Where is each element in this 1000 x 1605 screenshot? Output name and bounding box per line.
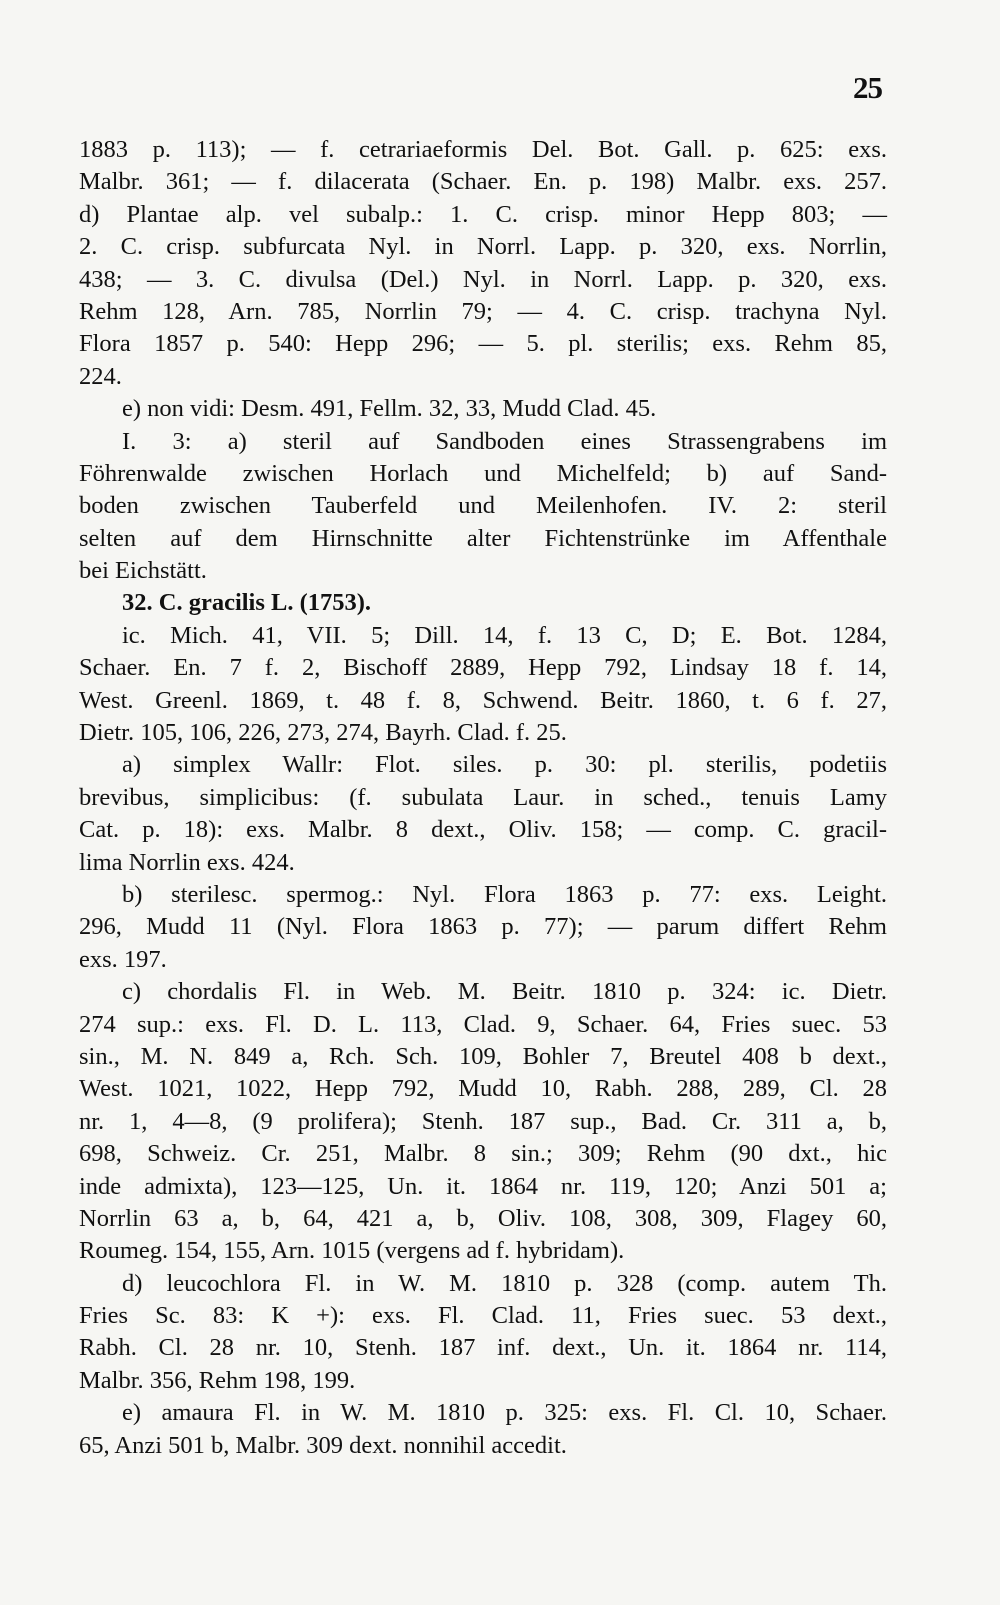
text-line: e) amaura Fl. in W. M. 1810 p. 325: exs. Fl. Cl. 10, Schaer. [122, 1399, 887, 1427]
text-line: Norrlin 63 a, b, 64, 421 a, b, Oliv. 108, 308, 309, Flagey 60, [79, 1204, 887, 1232]
text-line: lima Norrlin exs. 424. [79, 848, 295, 876]
text-line: c) chordalis Fl. in Web. M. Beitr. 1810 p. 324: ic. Dietr. [122, 978, 887, 1006]
text-line: d) leucochlora Fl. in W. M. 1810 p. 328 (comp. autem Th. [122, 1269, 887, 1297]
text-line: inde admixta), 123—125, Un. it. 1864 nr. 119, 120; Anzi 501 a; [79, 1172, 887, 1200]
text-line: nr. 1, 4—8, (9 prolifera); Stenh. 187 sup., Bad. Cr. 311 a, b, [79, 1107, 887, 1135]
text-line: 224. [79, 362, 122, 390]
text-line: 2. C. crisp. subfurcata Nyl. in Norrl. Lapp. p. 320, exs. Norrlin, [79, 233, 887, 261]
text-body [79, 134, 887, 1462]
text-line: ic. Mich. 41, VII. 5; Dill. 14, f. 13 C, D; E. Bot. 1284, [122, 621, 887, 649]
text-line: 698, Schweiz. Cr. 251, Malbr. 8 sin.; 309; Rehm (90 dxt., hic [79, 1140, 887, 1168]
text-line: selten auf dem Hirnschnitte alter Fichtenstrünke im Affenthale [79, 524, 887, 552]
text-line: Cat. p. 18): exs. Malbr. 8 dext., Oliv. 158; — comp. C. gracil- [79, 816, 887, 844]
text-line: Schaer. En. 7 f. 2, Bischoff 2889, Hepp 792, Lindsay 18 f. 14, [79, 654, 887, 682]
text-line: bei Eichstätt. [79, 557, 207, 585]
text-line: Rabh. Cl. 28 nr. 10, Stenh. 187 inf. dext., Un. it. 1864 nr. 114, [79, 1334, 887, 1362]
text-line: Malbr. 356, Rehm 198, 199. [79, 1366, 356, 1394]
text-line: brevibus, simplicibus: (f. subulata Laur. in sched., tenuis Lamy [79, 783, 887, 811]
text-line: a) simplex Wallr: Flot. siles. p. 30: pl. sterilis, podetiis [122, 751, 887, 779]
text-line: d) Plantae alp. vel subalp.: 1. C. crisp. minor Hepp 803; — [79, 200, 887, 228]
page-number: 25 [853, 70, 882, 105]
text-line: I. 3: a) steril auf Sandboden eines Strassengrabens im [122, 427, 887, 455]
text-line: Rehm 128, Arn. 785, Norrlin 79; — 4. C. crisp. trachyna Nyl. [79, 297, 887, 325]
text-line: sin., M. N. 849 a, Rch. Sch. 109, Bohler 7, Breutel 408 b dext., [79, 1042, 887, 1070]
text-line: West. 1021, 1022, Hepp 792, Mudd 10, Rabh. 288, 289, Cl. 28 [79, 1075, 887, 1103]
text-line: 1883 p. 113); — f. cetrariaeformis Del. Bot. Gall. p. 625: exs. [79, 136, 887, 163]
text-line: Dietr. 105, 106, 226, 273, 274, Bayrh. Clad. f. 25. [79, 719, 567, 747]
text-line: 65, Anzi 501 b, Malbr. 309 dext. nonnihil accedit. [79, 1431, 567, 1459]
text-line: boden zwischen Tauberfeld und Meilenhofen. IV. 2: steril [79, 492, 887, 520]
text-line: Fries Sc. 83: K +): exs. Fl. Clad. 11, Fries suec. 53 dext., [79, 1302, 887, 1330]
text-line: Föhrenwalde zwischen Horlach und Michelfeld; b) auf Sand- [79, 459, 887, 487]
text-line: West. Greenl. 1869, t. 48 f. 8, Schwend. Beitr. 1860, t. 6 f. 27, [79, 686, 887, 714]
text-line: exs. 197. [79, 945, 167, 973]
text-line: b) sterilesc. spermog.: Nyl. Flora 1863 p. 77: exs. Leight. [122, 880, 887, 908]
text-line: 296, Mudd 11 (Nyl. Flora 1863 p. 77); — parum differt Rehm [79, 913, 887, 941]
text-line: e) non vidi: Desm. 491, Fellm. 32, 33, Mudd Clad. 45. [122, 395, 657, 423]
text-line: Malbr. 361; — f. dilacerata (Schaer. En. p. 198) Malbr. exs. 257. [79, 168, 887, 196]
text-line: Flora 1857 p. 540: Hepp 296; — 5. pl. sterilis; exs. Rehm 85, [79, 330, 887, 358]
text-line: 438; — 3. C. divulsa (Del.) Nyl. in Norrl. Lapp. p. 320, exs. [79, 265, 887, 293]
section-heading: 32. C. gracilis L. (1753). [122, 589, 372, 617]
text-line: 274 sup.: exs. Fl. D. L. 113, Clad. 9, Schaer. 64, Fries suec. 53 [79, 1010, 887, 1038]
text-line: Roumeg. 154, 155, Arn. 1015 (vergens ad f. hybridam). [79, 1237, 625, 1265]
